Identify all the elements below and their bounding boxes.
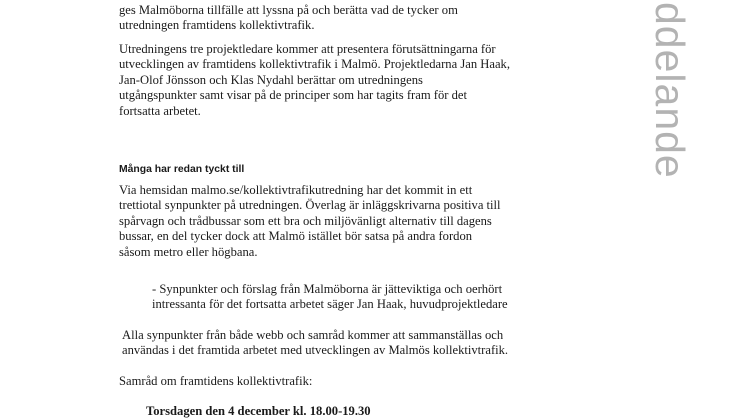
website-paragraph: Via hemsidan malmo.se/kollektivtrafikutredning har det kommit in ett trettiotal synpunkter på utredningen. Överlag är inläggskrivarna positiva till spårvagn och trådbussar som ett bra och miljövänligt alternativ till dagens bussar, en del tycker dock att Malmö istället bör satsa på andra fordon såsom metro eller högbana. (119, 183, 501, 259)
intro-continuation-paragraph: ges Malmöborna tillfälle att lyssna på och berätta vad de tycker om utredningen framtidens kollektivtrafik. (119, 3, 458, 33)
project-leaders-paragraph: Utredningens tre projektledare kommer att presentera förutsättningarna för utvecklingen av framtidens kollektivtrafik i Malmö. Projektledarna Jan Haak, Jan-Olof Jönsson och Klas Nydahl berättar om utredningens utgångspunkter samt visar på de principer som har tagits fram för det fortsatta arbetet. (119, 42, 510, 118)
meeting-date: Torsdagen den 4 december kl. 18.00-19.30 (146, 404, 371, 418)
side-label: ddelande (647, 2, 693, 179)
meeting-intro: Samråd om framtidens kollektivtrafik: (119, 374, 313, 388)
section-heading: Många har redan tyckt till (119, 164, 245, 175)
quote-paragraph: - Synpunkter och förslag från Malmöborna är jätteviktiga och oerhört intressanta för det fortsatta arbetet säger Jan Haak, huvudprojektledare (152, 282, 508, 312)
compile-paragraph: Alla synpunkter från både webb och samråd kommer att sammanställas och användas i det framtida arbetet med utvecklingen av Malmös kollektivtrafik. (122, 328, 509, 358)
